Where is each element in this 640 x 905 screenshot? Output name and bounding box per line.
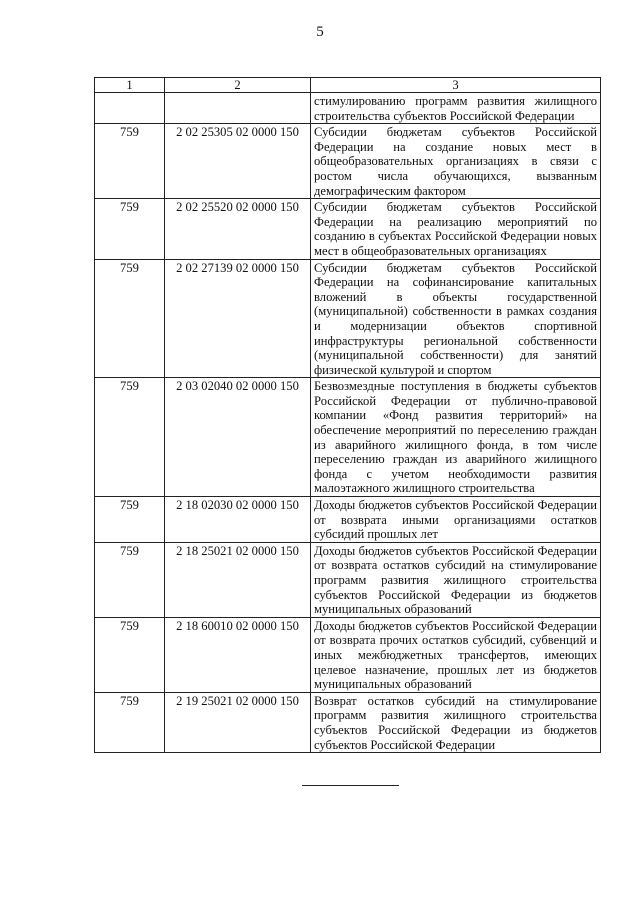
admin-code-cell: 759 [95,124,165,199]
admin-code-cell: 759 [95,378,165,497]
revenue-name-cell: Возврат остатков субсидий на стимулирование программ развития жилищного строительства субъектов Российской Федерации из бюджетов субъектов Российской Федерации [311,692,601,752]
revenue-code-cell: 2 02 27139 02 0000 150 [165,259,311,378]
admin-code-cell: 759 [95,617,165,692]
revenue-codes-table [94,77,601,753]
table-row [95,542,601,617]
table-row [95,378,601,497]
revenue-code-cell: 2 02 25305 02 0000 150 [165,124,311,199]
admin-code-cell: 759 [95,259,165,378]
revenue-name-cell: Субсидии бюджетам субъектов Российской Федерации на создание новых мест в общеобразовательных организациях в связи с ростом числа обучающихся, вызванным демографическим фактором [311,124,601,199]
revenue-name-cell: Субсидии бюджетам субъектов Российской Федерации на реализацию мероприятий по созданию в субъектах Российской Федерации новых мест в общеобразовательных организациях [311,199,601,259]
revenue-name-cell: Доходы бюджетов субъектов Российской Федерации от возврата прочих остатков субсидий, субвенций и иных межбюджетных трансфертов, имеющих целевое назначение, прошлых лет из бюджетов муниципальных образований [311,617,601,692]
revenue-name-cell: Субсидии бюджетам субъектов Российской Федерации на софинансирование капитальных вложений в объекты государственной (муниципальной) собственности в рамках создания и модернизации объектов спортивной инфраструктуры региональной собственности (муниципальной собственности) для занятий физической культурой и спортом [311,259,601,378]
revenue-name-cell: Доходы бюджетов субъектов Российской Федерации от возврата остатков субсидий на стимулирование программ развития жилищного строительства субъектов Российской Федерации из бюджетов муниципальных образований [311,542,601,617]
admin-code-cell [95,93,165,124]
column-header-1: 1 [95,78,165,93]
admin-code-cell: 759 [95,542,165,617]
revenue-code-cell: 2 19 25021 02 0000 150 [165,692,311,752]
table-row [95,199,601,259]
end-of-document-rule [302,785,399,786]
table-row [95,692,601,752]
revenue-code-cell: 2 03 02040 02 0000 150 [165,378,311,497]
revenue-code-cell: 2 02 25520 02 0000 150 [165,199,311,259]
page-number: 5 [316,24,324,40]
table-row [95,617,601,692]
table-row [95,497,601,543]
admin-code-cell: 759 [95,692,165,752]
table-row [95,259,601,378]
column-header-2: 2 [165,78,311,93]
revenue-code-cell: 2 18 02030 02 0000 150 [165,497,311,543]
admin-code-cell: 759 [95,497,165,543]
revenue-code-cell: 2 18 60010 02 0000 150 [165,617,311,692]
column-header-3: 3 [311,78,601,93]
revenue-code-cell [165,93,311,124]
table-row [95,124,601,199]
revenue-name-cell: стимулированию программ развития жилищного строительства субъектов Российской Федерации [311,93,601,124]
revenue-name-cell: Безвозмездные поступления в бюджеты субъектов Российской Федерации от публично-правовой компании «Фонд развития территорий» на обеспечение мероприятий по переселению граждан из аварийного жилищного фонда, в том числе переселению граждан из аварийного жилищного фонда с учетом необходимости развития малоэтажного жилищного строительства [311,378,601,497]
table-header-row [95,78,601,93]
admin-code-cell: 759 [95,199,165,259]
revenue-name-cell: Доходы бюджетов субъектов Российской Федерации от возврата иными организациями остатков субсидий прошлых лет [311,497,601,543]
table-row [95,93,601,124]
revenue-code-cell: 2 18 25021 02 0000 150 [165,542,311,617]
